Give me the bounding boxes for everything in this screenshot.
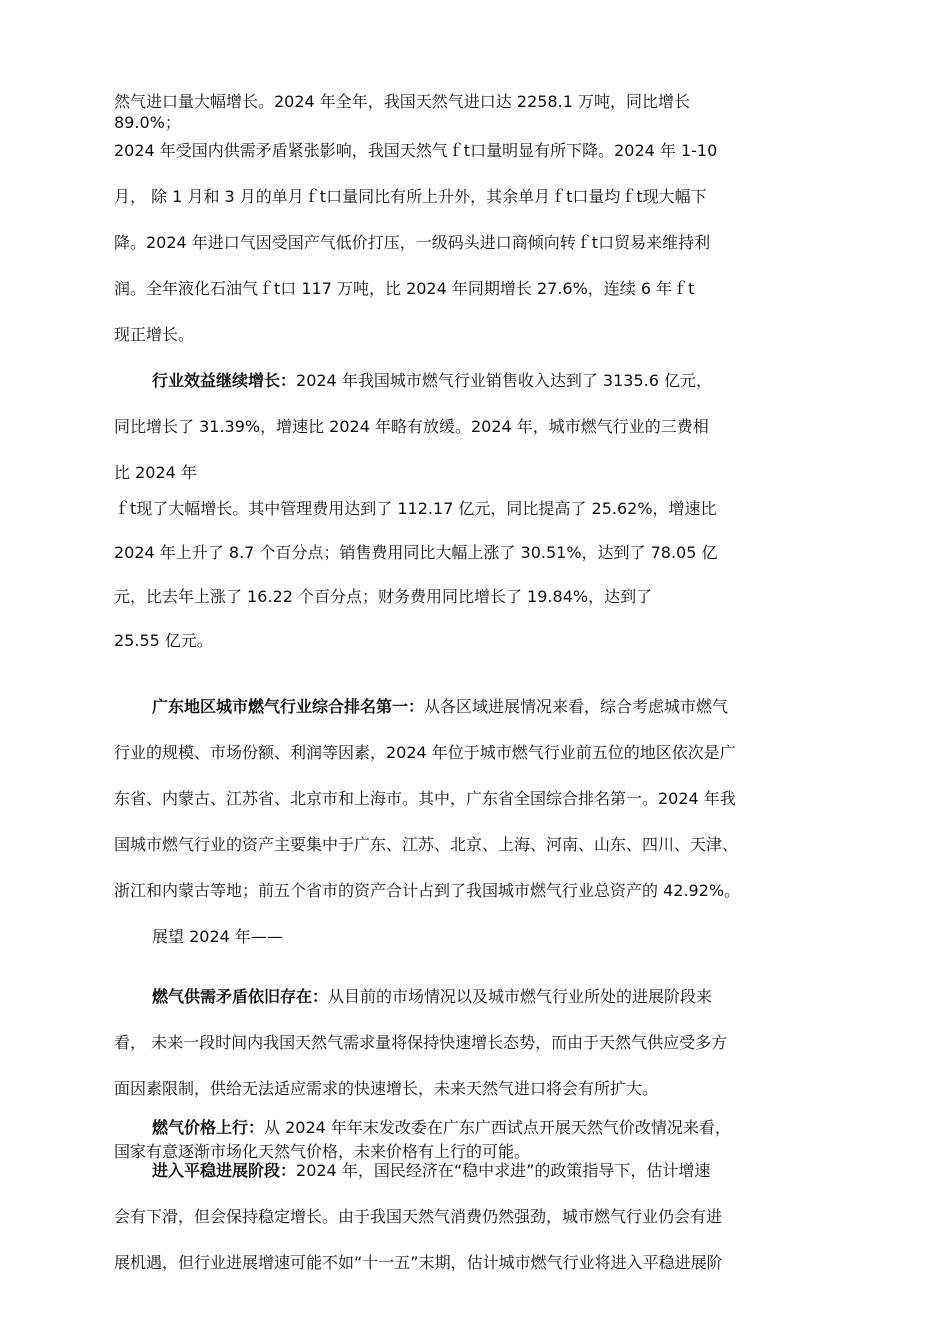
- text-line: 展机遇，但行业进展增速可能不如“十一五”末期，估计城市燃气行业将进入平稳进展阶: [114, 1253, 723, 1272]
- text-line: 然气进口量大幅增长。2024 年全年，我国天然气进口达 2258.1 万吨，同比增长: [114, 92, 690, 111]
- paragraph-stable-stage: [114, 1148, 842, 1286]
- text-line: 国家有意逐渐市场化天然气价格，未来价格有上行的可能。: [114, 1142, 531, 1161]
- text-line: 看， 未来一段时间内我国天然气需求量将保持快速增长态势，而由于天然气供应受多方: [114, 1033, 728, 1052]
- paragraph-gas-import: [114, 91, 842, 133]
- text-line: 2024 年上升了 8.7 个百分点；销售费用同比大幅上涨了 30.51%，达到了 78.05 亿: [114, 543, 718, 562]
- text-line: 2024 年受国内供需矛盾紧张影响，我国天然气ｆt口量明显有所下降。2024 年 1-10: [114, 141, 718, 160]
- text-line: 行业效益继续增长：2024 年我国城市燃气行业销售收入达到了 3135.6 亿元，: [152, 371, 712, 390]
- section-heading: 行业效益继续增长：: [152, 371, 297, 390]
- text-line: 行业的规模、市场份额、利润等因素，2024 年位于城市燃气行业前五位的地区依次是广: [114, 743, 736, 762]
- text-line: 广东地区城市燃气行业综合排名第一：从各区域进展情况来看，综合考虑城市燃气: [152, 697, 729, 716]
- text-line: 会有下滑，但会保持稳定增长。由于我国天然气消费仍然强劲，城市燃气行业仍会有进: [114, 1207, 723, 1226]
- paragraph-three-costs: [114, 487, 842, 663]
- outlook-heading: [114, 926, 842, 947]
- paragraph-supply-demand: [114, 974, 842, 1112]
- text-line: 燃气价格上行：从 2024 年年末发改委在广东广西试点开展天然气价改情况来看，: [152, 1118, 731, 1137]
- paragraph-guangdong-ranking: [114, 684, 842, 914]
- section-heading: 燃气供需矛盾依旧存在：: [152, 987, 329, 1006]
- text-line: 现正增长。: [114, 325, 195, 344]
- text-line: 降。2024 年进口气因受国产气低价打压，一级码头进口商倾向转ｆt口贸易来维持利: [114, 233, 711, 252]
- text-line: 元，比去年上涨了 16.22 个百分点；财务费用同比增长了 19.84%，达到了: [114, 587, 653, 606]
- text-line: 展望 2024 年——: [152, 927, 283, 946]
- text-line: 89.0%；: [114, 113, 181, 132]
- text-line: ｆt现了大幅增长。其中管理费用达到了 112.17 亿元，同比提高了 25.62%，增速比: [114, 499, 717, 518]
- text-line: 国城市燃气行业的资产主要集中于广东、江苏、北京、上海、河南、山东、四川、天津、: [114, 835, 739, 854]
- text-line: 进入平稳进展阶段：2024 年，国民经济在“稳中求进”的政策指导下，估计增速: [152, 1161, 711, 1180]
- section-heading: 进入平稳进展阶段：: [152, 1161, 297, 1180]
- text-line: 25.55 亿元。: [114, 631, 213, 650]
- text-line: 面因素限制，供给无法适应需求的快速增长，未来天然气进口将会有所扩大。: [114, 1079, 659, 1098]
- section-heading: 广东地区城市燃气行业综合排名第一：: [152, 697, 425, 716]
- paragraph-industry-benefit: [114, 358, 842, 496]
- text-line: 东省、内蒙古、江苏省、北京市和上海市。其中，广东省全国综合排名第一。2024 年我: [114, 789, 736, 808]
- paragraph-lpg-export: [114, 128, 842, 358]
- text-line: 比 2024 年: [114, 463, 197, 482]
- text-line: 月， 除 1 月和 3 月的单月ｆt口量同比有所上升外，其余单月ｆt口量均ｆt现大幅下: [114, 187, 707, 206]
- text-line: 同比增长了 31.39%，增速比 2024 年略有放缓。2024 年，城市燃气行业的三费相: [114, 417, 709, 436]
- text-line: 润。全年液化石油气ｆt口 117 万吨，比 2024 年同期增长 27.6%，连续 6 年ｆt: [114, 279, 695, 298]
- text-line: 浙江和内蒙古等地；前五个省市的资产合计占到了我国城市燃气行业总资产的 42.92%。: [114, 881, 741, 900]
- section-heading: 燃气价格上行：: [152, 1118, 265, 1137]
- text-line: 燃气供需矛盾依旧存在：从目前的市场情况以及城市燃气行业所处的进展阶段来: [152, 987, 713, 1006]
